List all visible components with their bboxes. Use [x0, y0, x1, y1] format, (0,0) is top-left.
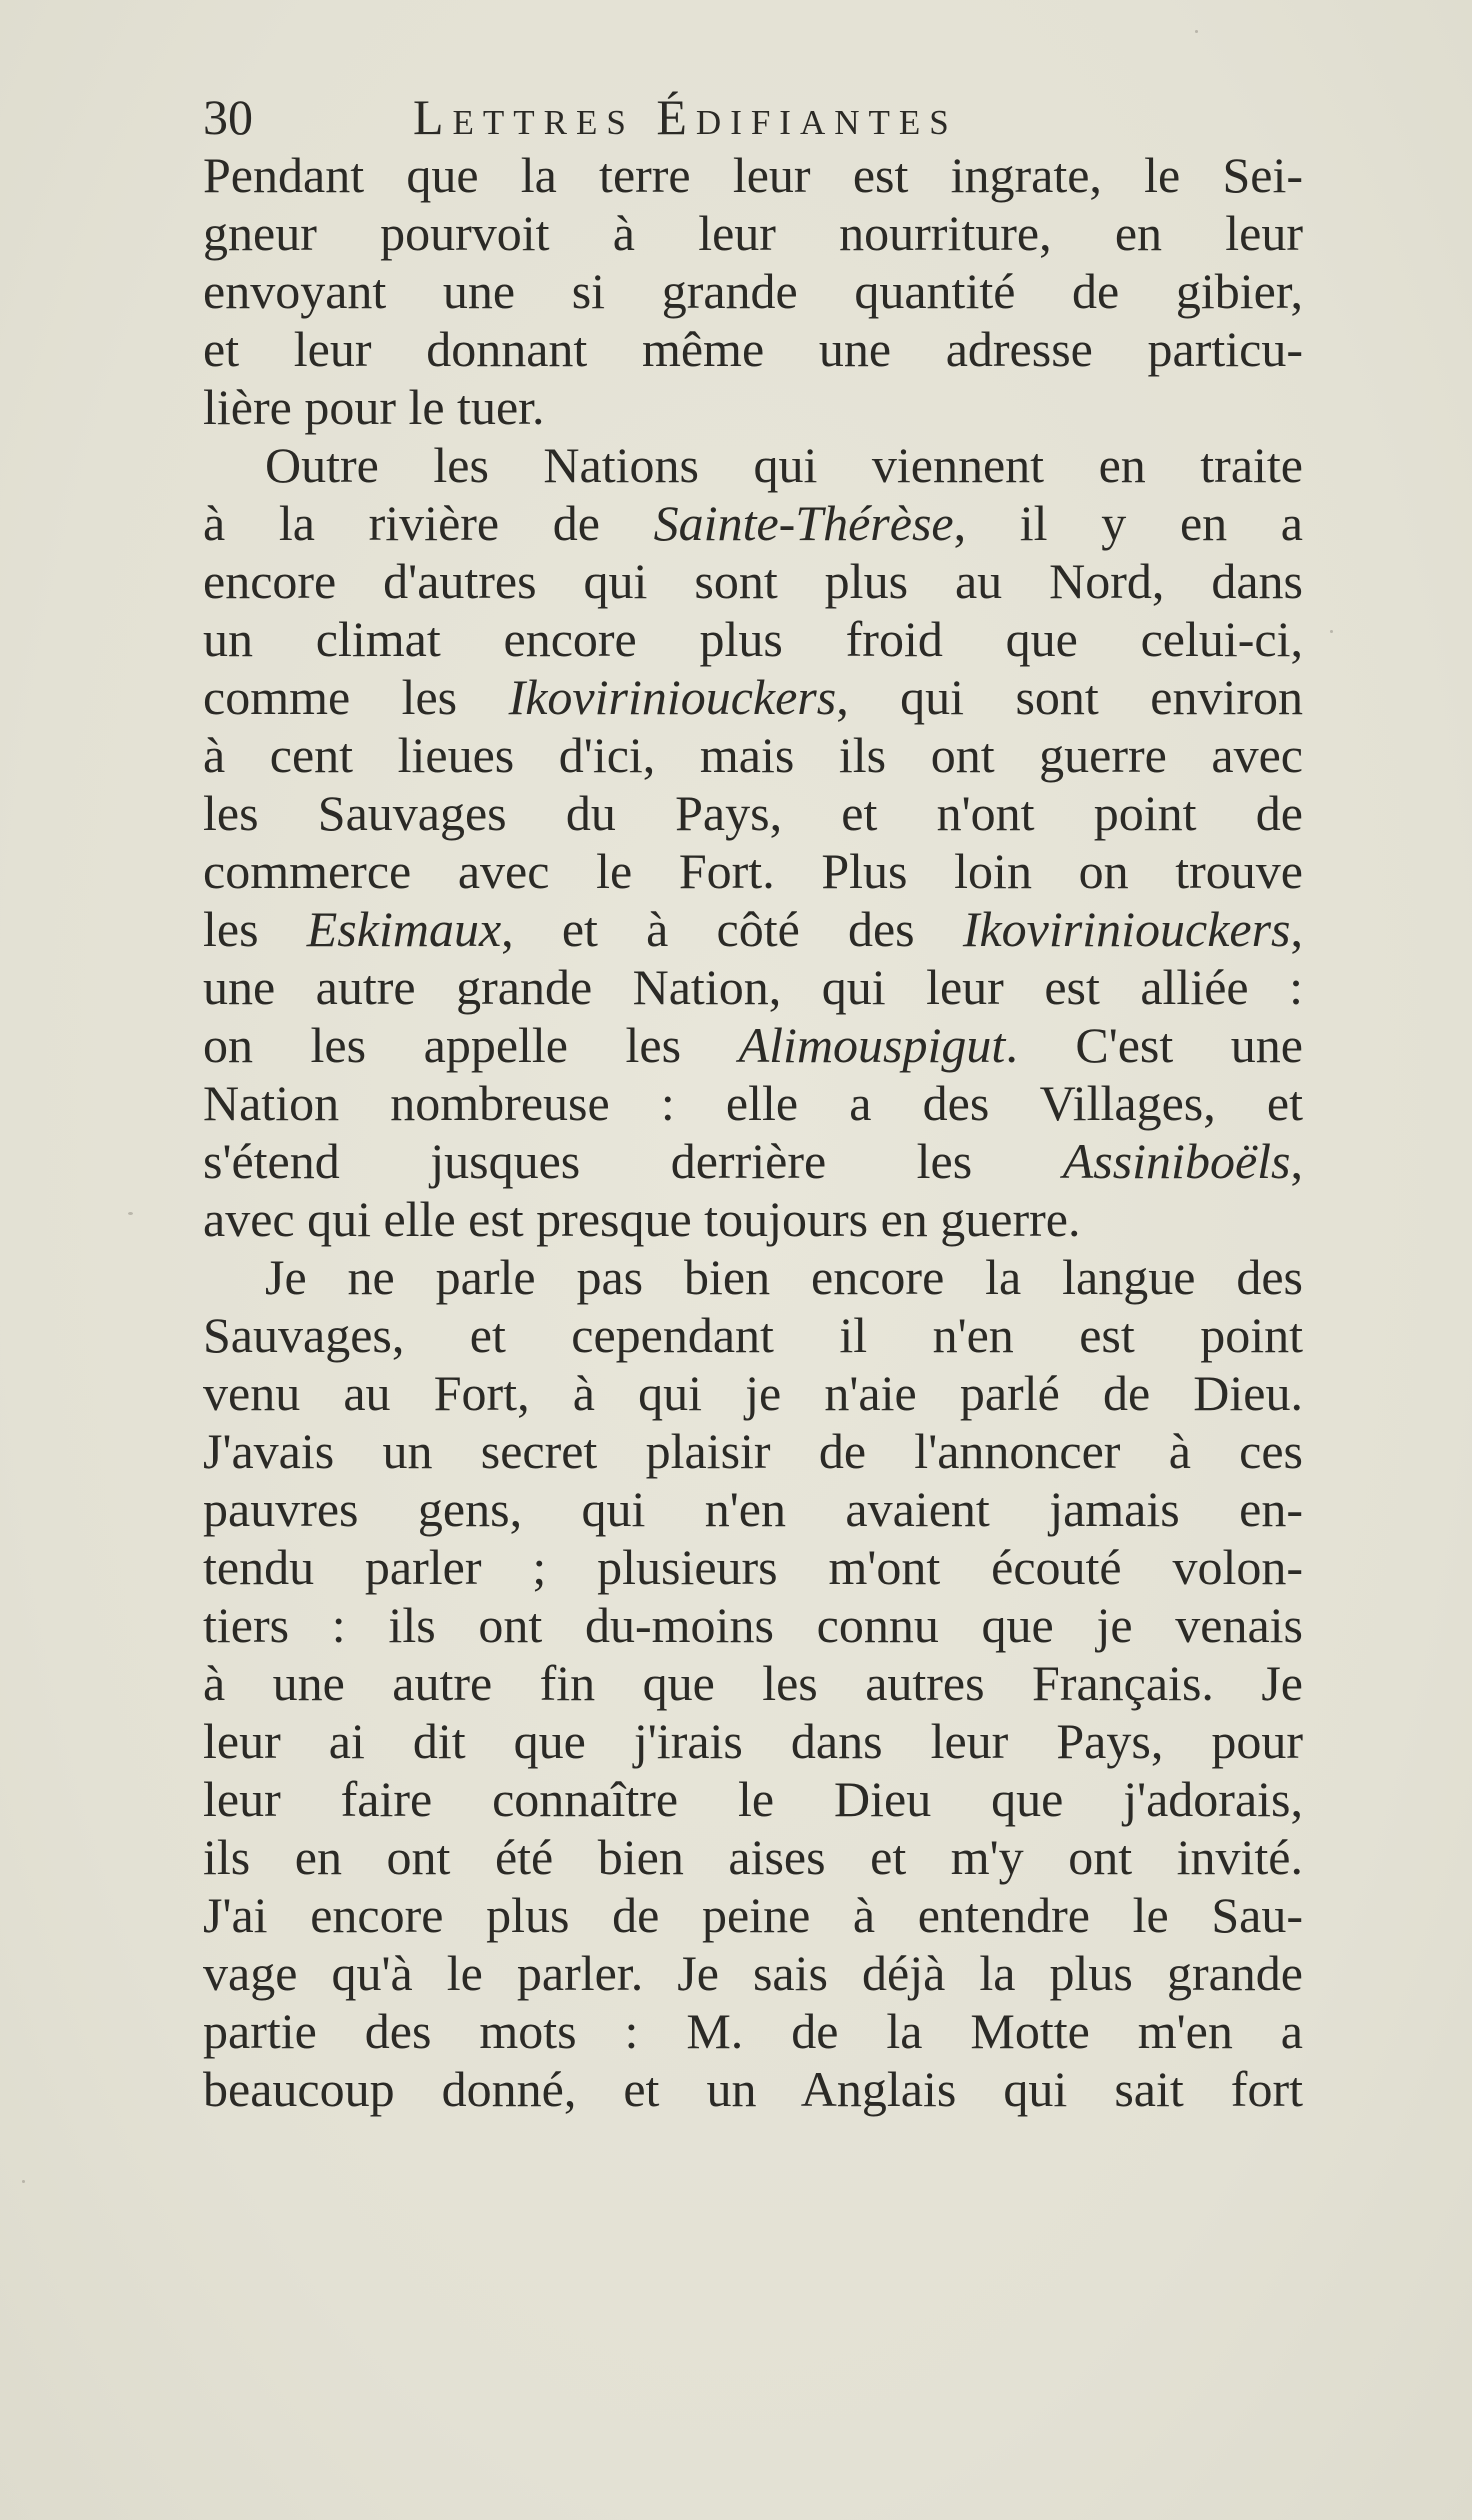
text-line: envoyant une si grande quantité de gibier, [203, 263, 1303, 319]
line-segment: à la rivière de [203, 495, 654, 551]
paper-speck [1195, 30, 1198, 33]
text-line: une autre grande Nation, qui leur est alliée : [203, 959, 1303, 1015]
text-line [203, 668, 1303, 726]
line-segment: . C'est une [1005, 1017, 1303, 1073]
text-line: encore d'autres qui sont plus au Nord, dans [203, 553, 1303, 609]
text-line: J'avais un secret plaisir de l'annoncer à ces [203, 1423, 1303, 1479]
line-segment: on les appelle les [203, 1017, 739, 1073]
text-line: venu au Fort, à qui je n'aie parlé de Dieu. [203, 1365, 1303, 1421]
paper-speck [1330, 630, 1333, 633]
text-line: Nation nombreuse : elle a des Villages, et [203, 1075, 1303, 1131]
text-line: leur ai dit que j'irais dans leur Pays, pour [203, 1713, 1303, 1769]
text-line [203, 494, 1303, 552]
nation-name: Assiniboëls [1062, 1133, 1291, 1189]
line-segment: les [203, 901, 307, 957]
text-line: partie des mots : M. de la Motte m'en a [203, 2003, 1303, 2059]
book-title: Lettres Édifiantes [413, 89, 958, 145]
line-segment: , et à côté des [501, 901, 963, 957]
nation-name: Eskimaux [306, 901, 502, 957]
text-line: beaucoup donné, et un Anglais qui sait fort [203, 2061, 1303, 2117]
running-head [203, 82, 1303, 152]
text-line [203, 1132, 1303, 1190]
text-line: leur faire connaître le Dieu que j'adorais, [203, 1771, 1303, 1827]
place-name: Sainte-Thérèse [653, 495, 954, 551]
text-line: un climat encore plus froid que celui-ci, [203, 611, 1303, 667]
paper-speck [22, 2180, 25, 2183]
line-segment: s'étend jusques derrière les [203, 1133, 1063, 1189]
text-line: les Sauvages du Pays, et n'ont point de [203, 785, 1303, 841]
text-line: à une autre fin que les autres Français. Je [203, 1655, 1303, 1711]
line-segment: , [1290, 901, 1304, 957]
text-line: J'ai encore plus de peine à entendre le Sau- [203, 1887, 1303, 1943]
text-line: lière pour le tuer. [203, 379, 545, 435]
text-line: Sauvages, et cependant il n'en est point [203, 1307, 1303, 1363]
nation-name: Ikoviriniouckers [508, 669, 837, 725]
text-line: tendu parler ; plusieurs m'ont écouté volon- [203, 1539, 1303, 1595]
paper-speck [128, 1212, 133, 1215]
text-line: vage qu'à le parler. Je sais déjà la plus grande [203, 1945, 1303, 2001]
text-line: Je ne parle pas bien encore la langue des [265, 1249, 1303, 1305]
text-line: Outre les Nations qui viennent en traite [265, 437, 1303, 493]
nation-name: Alimouspigut [738, 1017, 1006, 1073]
text-line: ils en ont été bien aises et m'y ont invité. [203, 1829, 1303, 1885]
text-line: Pendant que la terre leur est ingrate, le Sei- [203, 147, 1303, 203]
page-number: 30 [203, 89, 253, 145]
text-line [203, 1016, 1303, 1074]
text-line: gneur pourvoit à leur nourriture, en leur [203, 205, 1303, 261]
text-line: pauvres gens, qui n'en avaient jamais en- [203, 1481, 1303, 1537]
text-line: tiers : ils ont du-moins connu que je venais [203, 1597, 1303, 1653]
line-segment: , [1290, 1133, 1303, 1189]
text-line: avec qui elle est presque toujours en guerre. [203, 1191, 1081, 1247]
text-line: et leur donnant même une adresse particu- [203, 321, 1303, 377]
text-line: à cent lieues d'ici, mais ils ont guerre avec [203, 727, 1303, 783]
line-segment: , il y en a [953, 495, 1304, 551]
nation-name: Ikoviriniouckers [962, 901, 1291, 957]
text-line [203, 900, 1303, 958]
line-segment: comme les [203, 669, 509, 725]
text-line: commerce avec le Fort. Plus loin on trouve [203, 843, 1303, 899]
line-segment: , qui sont environ [836, 669, 1303, 725]
body-text [203, 146, 1303, 2118]
